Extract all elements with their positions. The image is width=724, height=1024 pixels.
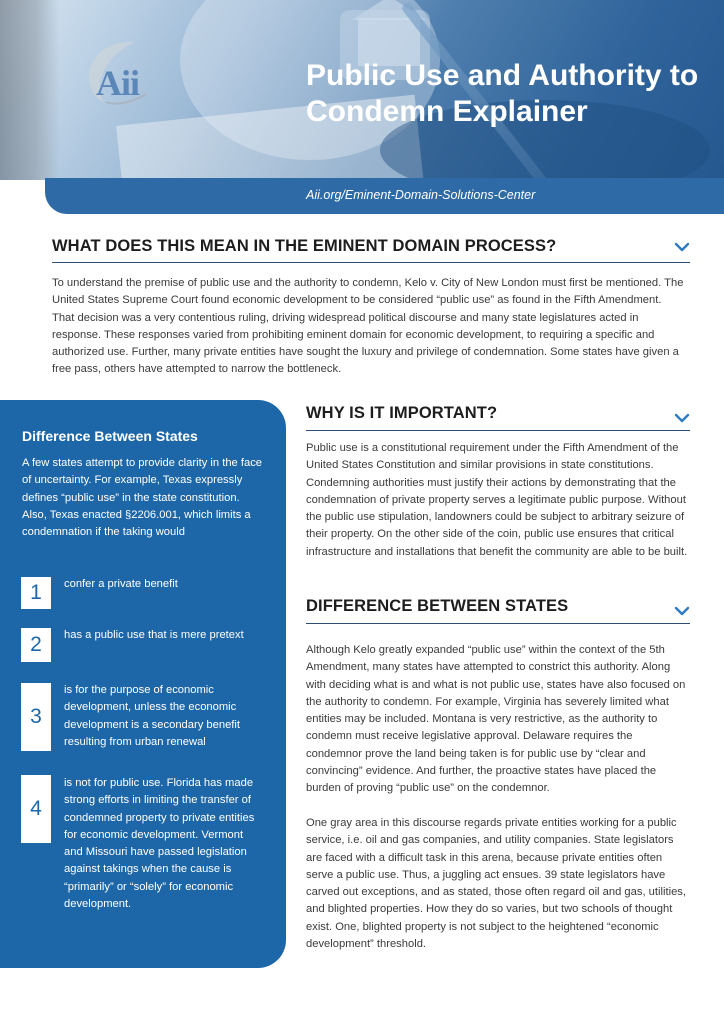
- chevron-down-icon[interactable]: [674, 412, 690, 424]
- panel-title: Difference Between States: [22, 428, 198, 444]
- chevron-down-icon[interactable]: [674, 241, 690, 253]
- list-item-text: is for the purpose of economic development, unless the economic development is a secondary benefit resulting from urban renewal: [64, 684, 241, 748]
- list-number-4: 4: [21, 775, 51, 843]
- section-why-important-body: Public use is a constitutional requirement under the Fifth Amendment of the United States Constitution and similar provisions in state constitutions. Condemning authorities must justify their actions by demonstrating that the condemnation of private property serves a legitimate public purpose. Without the public use stipulation, landowners could be subject to arbitrary seizure of their property. On the other side of the coin, public use ensures that critical infrastructure and installations that benefit the community are able to be built.: [306, 442, 688, 558]
- section-eminent-domain-header[interactable]: [52, 237, 690, 263]
- section-why-important-header[interactable]: [306, 402, 690, 431]
- section-eminent-domain-body: To understand the premise of public use and the authority to condemn, Kelo v. City of New London must first be mentioned. The United States Supreme Court found economic development to be considered “public use” as found in the Fifth Amendment. That decision was a very contentious ruling, driving widespread political discourse and many state legislatures acted in response. These responses varied from prohibiting eminent domain for economic development, to requiring a specific and authorized use. Further, many private entities have sought the luxury and privilege of condemnation. Some states have given a free pass, others have attempted to narrow the bottleneck.: [52, 277, 684, 376]
- chevron-down-icon[interactable]: [674, 605, 690, 617]
- section-difference-body-2: One gray area in this discourse regards private entities working for a public service, i.e. oil and gas companies, and utility companies. State legislators are faced with a difficult task in this arena, because private entities often serve a public use. Thus, a juggling act ensues. 39 state legislators have carved out exceptions, and as stated, those often regard oil and gas, utilities, and blighted properties. How they do so varies, but two schools of thought exist. One, blighted property is not subject to the heightened “economic development” threshold.: [306, 817, 686, 951]
- section-heading: DIFFERENCE BETWEEN STATES: [306, 596, 569, 615]
- panel-intro-text: A few states attempt to provide clarity in the face of uncertainty. For example, Texas expressly defines “public use” in the state constitution. Also, Texas enacted §2206.001, which limits a condemnation if the taking would: [22, 457, 263, 539]
- list-item-text: confer a private benefit: [64, 578, 178, 590]
- list-item-text: has a public use that is mere pretext: [64, 629, 244, 641]
- site-url-link[interactable]: Aii.org/Eminent-Domain-Solutions-Center: [306, 188, 536, 202]
- list-item-text: is not for public use. Florida has made strong efforts in limiting the transfer of condemned property to private entities for economic development. Vermont and Missouri have passed legislation against takings when the cause is “primarily” or “solely” for economic development.: [64, 777, 255, 911]
- section-heading: WHY IS IT IMPORTANT?: [306, 403, 498, 422]
- section-difference-body-1: Although Kelo greatly expanded “public use” within the context of the 5th Amendment, many states have attempted to constrict this authority. Along with deciding what is and what is not public use, states have also focused on the authority to condemn. For example, Virginia has severely limited what entities may be included. Montana is very restrictive, as the authority to condemn must receive legislative approval. Delaware requires the condemnor prove the land being taken is for public use by “clear and convincing” evidence. And further, the proactive states have placed the burden of proving “public use” on the condemnor.: [306, 644, 686, 795]
- list-number-1: 1: [21, 577, 51, 609]
- aii-logo-text: Aii: [96, 63, 140, 103]
- section-heading: WHAT DOES THIS MEAN IN THE EMINENT DOMAIN PROCESS?: [52, 237, 557, 255]
- list-number-3: 3: [21, 683, 51, 751]
- list-number-2: 2: [21, 628, 51, 662]
- section-difference-header[interactable]: [306, 595, 690, 624]
- page-title: Public Use and Authority to Condemn Explainer: [306, 59, 699, 128]
